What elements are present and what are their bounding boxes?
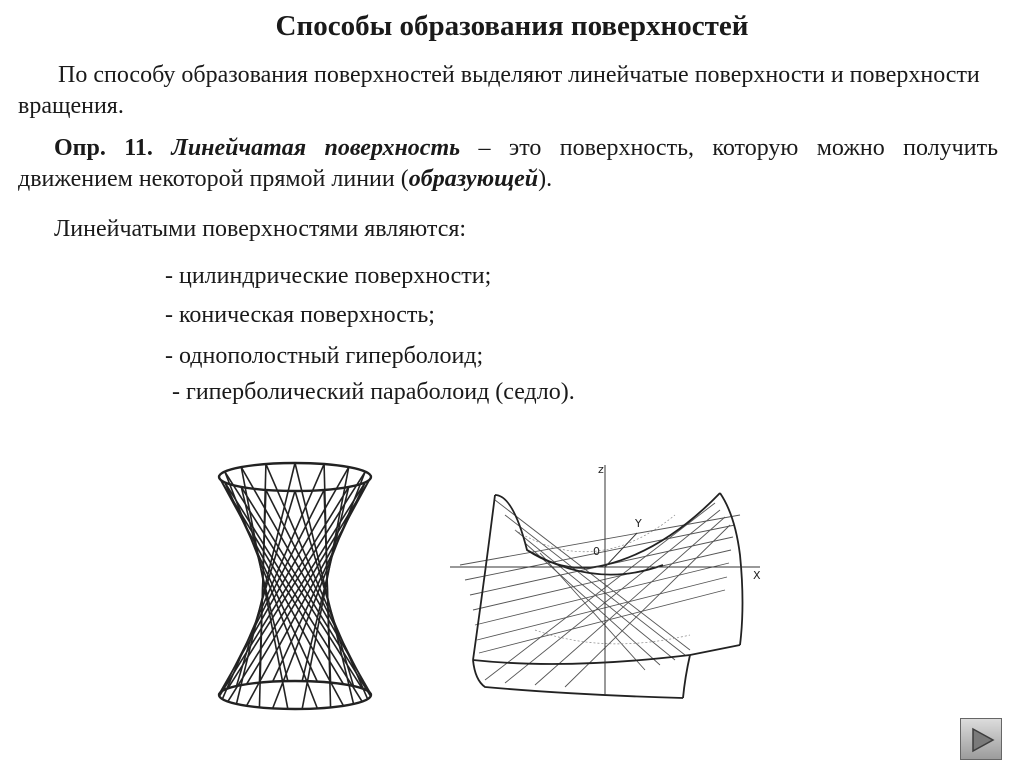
slide-title: Способы образования поверхностей — [275, 10, 749, 42]
play-triangle-icon — [969, 727, 995, 753]
next-slide-button[interactable] — [960, 718, 1002, 760]
definition-lead: Опр. 11. — [54, 135, 153, 161]
axis-x-label: X — [753, 569, 761, 582]
paraboloid-figure — [445, 455, 775, 705]
list-item-conical: - коническая поверхность; — [165, 302, 435, 328]
origin-label: 0 — [593, 545, 600, 558]
definition-term: Линейчатая поверхность — [171, 135, 461, 161]
axis-z-label: z — [598, 463, 604, 476]
hyperboloid-rim — [219, 681, 371, 709]
hyperboloid-figure — [205, 455, 385, 715]
definition-text-1: – это поверхность, которую можно получить движением некоторой прямой линии ( — [18, 135, 999, 192]
intro-paragraph: По способу образования поверхностей выделяют линейчатые поверхности и поверхности вращения. — [18, 62, 980, 119]
definition-generator: образующей — [408, 166, 539, 192]
saddle-rulings — [460, 500, 740, 687]
axis-y-label: Y — [635, 517, 642, 530]
definition-paragraph — [18, 133, 998, 195]
list-intro: Линейчатыми поверхностями являются: — [54, 216, 467, 242]
list-item-cylindrical: - цилиндрические поверхности; — [165, 263, 492, 289]
hyperboloid-rim — [219, 463, 371, 491]
list-item-paraboloid: - гиперболический параболоид (седло). — [172, 379, 575, 405]
definition-text-2: ). — [538, 166, 553, 192]
list-item-hyperboloid: - однополостный гиперболоид; — [165, 343, 484, 369]
